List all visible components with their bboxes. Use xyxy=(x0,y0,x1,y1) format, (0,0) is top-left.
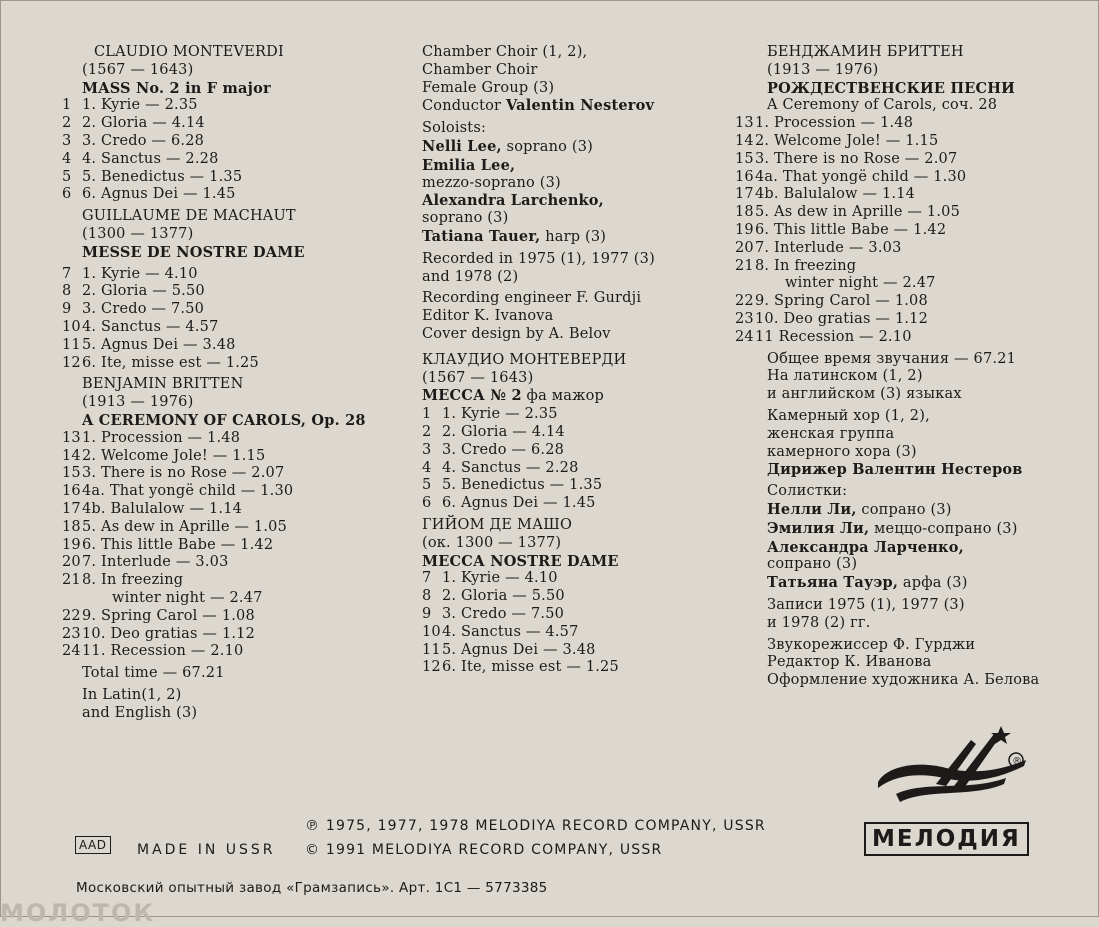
text-line: Общее время звучания — 67.21 xyxy=(767,350,1017,367)
track-title: 2. Gloria — 4.14 xyxy=(442,423,565,440)
track-number: 18 xyxy=(735,204,754,221)
text-line: Редактор К. Иванова xyxy=(767,654,932,671)
plant-article-line: Московский опытный завод «Грамзапись». Арт. 1С1 — 5773385 xyxy=(76,880,548,896)
track-line xyxy=(735,240,1090,258)
text-line: A CEREMONY OF CAROLS, Op. 28 xyxy=(82,411,366,429)
text-line xyxy=(422,228,722,247)
text-line: and English (3) xyxy=(82,704,198,721)
track-number: 19 xyxy=(735,221,754,238)
text-line: winter night — 2.47 xyxy=(112,589,263,606)
track-number: 24 xyxy=(735,328,754,345)
text-line: Звукорежиссер Ф. Гурджи xyxy=(767,636,976,653)
text-line: Emilia Lee, xyxy=(422,156,516,174)
track-line xyxy=(735,186,1090,204)
text-line: Recording engineer F. Gurdji xyxy=(422,290,642,307)
track-title: 5. Agnus Dei — 3.48 xyxy=(82,336,236,353)
copyright-year: © 1991 MELODIYA RECORD COMPANY, USSR xyxy=(305,842,663,858)
track-line xyxy=(62,115,412,133)
track-title: 2. Gloria — 4.14 xyxy=(82,115,205,132)
performer-name: Татьяна Тауэр, xyxy=(767,574,899,592)
track-line xyxy=(62,283,412,301)
track-title: 4a. That yongë child — 1.30 xyxy=(755,168,967,185)
track-line xyxy=(62,608,412,626)
track-number: 20 xyxy=(62,554,81,571)
track-number: 2 xyxy=(62,115,72,132)
track-number: 9 xyxy=(422,605,432,622)
track-title: 5. As dew in Aprille — 1.05 xyxy=(82,518,288,535)
track-number: 11 xyxy=(62,336,81,353)
track-number: 21 xyxy=(62,572,81,589)
text-line: MASS No. 2 in F major xyxy=(82,79,271,97)
track-number: 7 xyxy=(422,570,432,587)
track-line xyxy=(422,588,722,606)
credit-name: Valentin Nesterov xyxy=(506,97,655,115)
track-number: 22 xyxy=(62,607,81,624)
track-line xyxy=(735,329,1090,347)
text-line: Total time — 67.21 xyxy=(82,665,225,682)
track-number: 1 xyxy=(62,97,72,114)
track-number: 18 xyxy=(62,518,81,535)
track-number: 8 xyxy=(422,588,432,605)
track-title: 7. Interlude — 3.03 xyxy=(82,554,229,571)
track-line xyxy=(62,133,412,151)
text-line: РОЖДЕСТВЕНСКИЕ ПЕСНИ xyxy=(767,79,1016,97)
track-number: 23 xyxy=(735,310,754,327)
track-title: 4b. Balulalow — 1.14 xyxy=(82,500,243,517)
melodiya-wordmark: МЕЛОДИЯ xyxy=(864,822,1029,856)
track-number: 3 xyxy=(422,441,432,458)
text-line: winter night — 2.47 xyxy=(785,275,936,292)
text-line: Солистки: xyxy=(767,483,848,500)
track-number: 24 xyxy=(62,643,81,660)
text-line xyxy=(735,520,1090,539)
text-line: (1913 — 1976) xyxy=(767,61,879,78)
track-title: 4. Sanctus — 2.28 xyxy=(82,150,219,167)
track-line xyxy=(62,169,412,187)
text-line: (1567 — 1643) xyxy=(422,369,534,386)
track-line xyxy=(62,519,412,537)
track-number: 12 xyxy=(422,659,441,676)
track-number: 21 xyxy=(735,257,754,274)
text-line: (ок. 1300 — 1377) xyxy=(422,534,562,551)
text-line: GUILLAUME DE MACHAUT xyxy=(82,208,296,225)
track-number: 12 xyxy=(62,354,81,371)
track-number: 17 xyxy=(62,500,81,517)
track-number: 15 xyxy=(62,465,81,482)
text-line: soprano (3) xyxy=(422,210,509,227)
copyright-phonogram: ℗ 1975, 1977, 1978 MELODIYA RECORD COMPANY, USSR xyxy=(305,818,766,834)
text-line: (1300 — 1377) xyxy=(82,225,194,242)
track-line xyxy=(62,554,412,572)
text-line: Chamber Choir (1, 2), xyxy=(422,44,588,60)
track-title: 6. Ite, misse est — 1.25 xyxy=(82,354,259,371)
track-title: 4b. Balulalow — 1.14 xyxy=(755,186,916,203)
track-title: 6. This little Babe — 1.42 xyxy=(82,536,274,553)
text-line: Дирижер Валентин Нестеров xyxy=(767,461,1023,479)
text-line: МЕССА NOSTRE DAME xyxy=(422,552,619,570)
track-line xyxy=(735,293,1090,311)
track-line xyxy=(422,570,722,588)
track-line xyxy=(735,204,1090,222)
track-line xyxy=(735,169,1090,187)
text-line: ГИЙОМ ДЕ МАШО xyxy=(422,516,573,533)
track-title: 4. Sanctus — 4.57 xyxy=(82,318,219,335)
track-line xyxy=(62,319,412,337)
text-line: Editor K. Ivanova xyxy=(422,308,554,325)
made-in-ussr: MADE IN USSR xyxy=(137,842,276,858)
track-line xyxy=(735,311,1090,329)
track-number: 19 xyxy=(62,536,81,553)
track-title: 1. Kyrie — 4.10 xyxy=(442,570,558,587)
track-line xyxy=(62,430,412,448)
track-title: 3. Credo — 6.28 xyxy=(82,132,205,149)
text-line: женская группа xyxy=(767,425,895,442)
track-title: 1. Procession — 1.48 xyxy=(82,429,241,446)
track-number: 14 xyxy=(735,132,754,149)
track-line xyxy=(62,266,412,284)
track-number: 6 xyxy=(422,495,432,512)
track-number: 8 xyxy=(62,283,72,300)
track-number: 11 xyxy=(422,641,441,658)
performer-name: Tatiana Tauer, xyxy=(422,227,541,245)
text-line xyxy=(735,501,1090,520)
track-line xyxy=(422,642,722,660)
track-line xyxy=(62,355,412,373)
track-line xyxy=(62,537,412,555)
text-line: Оформление художника А. Белова xyxy=(767,672,1040,689)
text-line: На латинском (1, 2) xyxy=(767,368,923,385)
track-number: 5 xyxy=(422,477,432,494)
track-line xyxy=(422,406,722,424)
track-number: 6 xyxy=(62,186,72,203)
track-title: 3. Credo — 7.50 xyxy=(82,301,205,318)
text-line: (1567 — 1643) xyxy=(82,61,194,78)
track-number: 10 xyxy=(422,623,441,640)
track-number: 16 xyxy=(62,483,81,500)
track-title: 10. Deo gratias — 1.12 xyxy=(82,625,256,642)
performer-name: МЕССА № 2 xyxy=(422,387,522,405)
track-title: 5. Benedictus — 1.35 xyxy=(82,168,243,185)
track-number: 13 xyxy=(62,429,81,446)
column-english-1 xyxy=(62,44,412,722)
track-title: 10. Deo gratias — 1.12 xyxy=(755,310,929,327)
track-number: 20 xyxy=(735,239,754,256)
track-line xyxy=(735,258,1090,276)
performer-name: Нелли Ли, xyxy=(767,500,857,518)
track-title: 5. Benedictus — 1.35 xyxy=(442,477,603,494)
performer-name: Nelli Lee, xyxy=(422,137,502,155)
text-line: Chamber Choir xyxy=(422,61,538,78)
text-line: Александра Ларченко, xyxy=(767,538,964,556)
track-number: 10 xyxy=(62,318,81,335)
track-number: 23 xyxy=(62,625,81,642)
track-line xyxy=(62,465,412,483)
performer-role: harp (3) xyxy=(540,228,607,245)
track-line xyxy=(422,460,722,478)
track-line xyxy=(62,626,412,644)
track-number: 4 xyxy=(62,150,72,167)
text-line: сопрано (3) xyxy=(767,556,858,573)
track-line xyxy=(62,337,412,355)
track-title: 6. This little Babe — 1.42 xyxy=(755,221,947,238)
track-number: 7 xyxy=(62,265,72,282)
text-line: Soloists: xyxy=(422,120,487,137)
track-title: 11 Recession — 2.10 xyxy=(755,328,912,345)
track-line xyxy=(735,151,1090,169)
track-number: 9 xyxy=(62,301,72,318)
track-line xyxy=(62,448,412,466)
track-title: 8. In freezing xyxy=(82,572,184,589)
track-title: 3. Credo — 7.50 xyxy=(442,605,565,622)
track-title: 9. Spring Carol — 1.08 xyxy=(82,607,255,624)
track-line xyxy=(422,442,722,460)
track-title: 11. Recession — 2.10 xyxy=(82,643,244,660)
track-title: 2. Welcome Jole! — 1.15 xyxy=(82,447,266,464)
track-title: 5. As dew in Aprille — 1.05 xyxy=(755,204,961,221)
track-title: 8. In freezing xyxy=(755,257,857,274)
track-line xyxy=(422,606,722,624)
text-line: Female Group (3) xyxy=(422,79,555,96)
track-title: 1. Procession — 1.48 xyxy=(755,115,914,132)
performer-role: soprano (3) xyxy=(501,138,594,155)
track-number: 3 xyxy=(62,132,72,149)
track-title: 6. Agnus Dei — 1.45 xyxy=(442,495,596,512)
track-title: 7. Interlude — 3.03 xyxy=(755,239,902,256)
credit-role: Conductor xyxy=(422,98,507,115)
track-line xyxy=(62,643,412,661)
text-line xyxy=(422,387,722,406)
text-line: и английском (3) языках xyxy=(767,386,962,403)
text-line xyxy=(735,574,1090,593)
track-title: 1. Kyrie — 2.35 xyxy=(442,406,558,423)
track-line xyxy=(62,97,412,115)
track-number: 1 xyxy=(422,406,432,423)
track-title: 3. There is no Rose — 2.07 xyxy=(755,150,958,167)
track-number: 14 xyxy=(62,447,81,464)
track-number: 4 xyxy=(422,459,432,476)
track-line xyxy=(422,424,722,442)
text-line: Камерный хор (1, 2), xyxy=(767,407,930,424)
track-line xyxy=(62,572,412,590)
text-line: In Latin(1, 2) xyxy=(82,686,182,703)
track-line xyxy=(422,495,722,513)
track-number: 5 xyxy=(62,168,72,185)
text-line: Recorded in 1975 (1), 1977 (3) xyxy=(422,250,655,267)
text-line: MESSE DE NOSTRE DAME xyxy=(82,243,305,261)
track-line xyxy=(735,133,1090,151)
text-line: Alexandra Larchenko, xyxy=(422,192,604,210)
performer-role: меццо-сопрано (3) xyxy=(869,520,1018,537)
track-number: 13 xyxy=(735,115,754,132)
track-number: 17 xyxy=(735,186,754,203)
track-line xyxy=(422,477,722,495)
aad-badge: AAD xyxy=(75,836,111,854)
track-title: 9. Spring Carol — 1.08 xyxy=(755,293,928,310)
text-line: КЛАУДИО МОНТЕВЕРДИ xyxy=(422,351,627,368)
text-line: и 1978 (2) гг. xyxy=(767,614,871,631)
track-title: 2. Gloria — 5.50 xyxy=(82,283,205,300)
text-line: and 1978 (2) xyxy=(422,268,519,285)
track-number: 15 xyxy=(735,150,754,167)
track-title: 3. There is no Rose — 2.07 xyxy=(82,465,285,482)
column-english-2 xyxy=(422,44,722,677)
melodiya-logo-icon xyxy=(876,722,1031,810)
track-title: 3. Credo — 6.28 xyxy=(442,441,565,458)
text-line: БЕНДЖАМИН БРИТТЕН xyxy=(767,44,964,60)
text-line: A Ceremony of Carols, соч. 28 xyxy=(767,97,998,114)
text-line: Cover design by A. Belov xyxy=(422,325,611,342)
track-title: 1. Kyrie — 2.35 xyxy=(82,97,198,114)
text-line: mezzo-soprano (3) xyxy=(422,174,561,191)
track-title: 4. Sanctus — 4.57 xyxy=(442,623,579,640)
text-line: BENJAMIN BRITTEN xyxy=(82,376,244,393)
track-number: 22 xyxy=(735,293,754,310)
text-line: CLAUDIO MONTEVERDI xyxy=(94,44,284,60)
column-russian xyxy=(735,44,1090,690)
track-title: 4. Sanctus — 2.28 xyxy=(442,459,579,476)
watermark: МОЛОТОК xyxy=(0,899,156,927)
track-title: 5. Agnus Dei — 3.48 xyxy=(442,641,596,658)
track-line xyxy=(735,222,1090,240)
track-title: 1. Kyrie — 4.10 xyxy=(82,265,198,282)
performer-role: сопрано (3) xyxy=(856,501,952,518)
text-line: (1913 — 1976) xyxy=(82,394,194,411)
performer-role: арфа (3) xyxy=(898,575,968,592)
track-line xyxy=(62,483,412,501)
performer-name: Эмилия Ли, xyxy=(767,519,870,537)
track-title: 6. Agnus Dei — 1.45 xyxy=(82,186,236,203)
track-title: 2. Gloria — 5.50 xyxy=(442,588,565,605)
text-line xyxy=(422,97,722,116)
track-line xyxy=(422,659,722,677)
track-number: 2 xyxy=(422,423,432,440)
text-line: Записи 1975 (1), 1977 (3) xyxy=(767,596,965,613)
track-line xyxy=(62,186,412,204)
track-title: 4a. That yongë child — 1.30 xyxy=(82,483,294,500)
track-line xyxy=(735,115,1090,133)
track-title: 2. Welcome Jole! — 1.15 xyxy=(755,132,939,149)
track-line xyxy=(62,501,412,519)
performer-role: фа мажор xyxy=(521,388,605,405)
text-line xyxy=(422,138,722,157)
track-line xyxy=(422,624,722,642)
track-line xyxy=(62,301,412,319)
text-line: камерного хора (3) xyxy=(767,443,917,460)
track-number: 16 xyxy=(735,168,754,185)
registered-mark: ® xyxy=(1012,756,1022,767)
track-title: 6. Ite, misse est — 1.25 xyxy=(442,659,619,676)
track-line xyxy=(62,151,412,169)
